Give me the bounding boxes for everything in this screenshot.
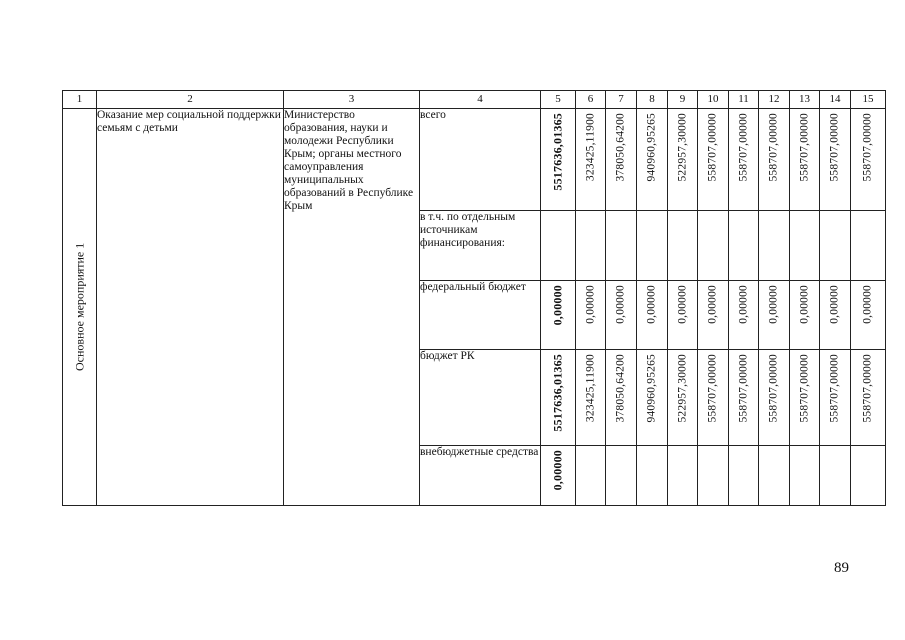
measure-cell: Оказание мер социальной поддержки семьям с детьми (97, 109, 284, 506)
value-cell (729, 211, 759, 281)
cell-value: 940960,95265 (645, 113, 658, 182)
cell-value: 378050,64200 (614, 354, 627, 423)
value-cell (637, 281, 668, 350)
header-row (63, 91, 886, 109)
value-cell (759, 281, 790, 350)
cell-value: 558707,00000 (737, 113, 749, 182)
value-cell (637, 446, 668, 506)
header-cell: 12 (759, 91, 790, 109)
row-label: в т.ч. по отдельным источникам финансирования: (420, 211, 541, 281)
value-cell (637, 350, 668, 446)
value-cell (606, 109, 637, 211)
value-cell (668, 211, 698, 281)
row-label: бюджет РК (420, 350, 541, 446)
value-cell (698, 211, 729, 281)
activity-cell (63, 109, 97, 506)
header-cell: 2 (97, 91, 284, 109)
header-cell: 11 (729, 91, 759, 109)
value-cell (851, 446, 886, 506)
cell-value: 323425,11900 (584, 354, 596, 423)
cell-value: 558707,00000 (798, 354, 810, 423)
value-cell (606, 211, 637, 281)
page-number: 89 (834, 560, 849, 576)
header-cell: 13 (790, 91, 820, 109)
header-cell: 5 (541, 91, 576, 109)
activity-label: Основное мероприятие 1 (72, 242, 86, 372)
cell-value: 0,00000 (676, 285, 688, 324)
value-cell (790, 211, 820, 281)
cell-value: 0,00000 (828, 285, 841, 324)
value-cell (820, 350, 851, 446)
value-cell (698, 350, 729, 446)
cell-value: 0,00000 (584, 285, 596, 324)
value-cell (541, 281, 576, 350)
value-cell (668, 446, 698, 506)
cell-value: 522957,30000 (676, 354, 688, 423)
header-cell: 1 (63, 91, 97, 109)
value-cell (851, 211, 886, 281)
value-cell (790, 446, 820, 506)
table-row (63, 109, 886, 211)
value-cell (668, 350, 698, 446)
value-cell (698, 281, 729, 350)
value-cell (820, 281, 851, 350)
value-cell (668, 109, 698, 211)
cell-value: 940960,95265 (645, 354, 658, 423)
value-cell (851, 109, 886, 211)
value-cell (541, 211, 576, 281)
value-cell (729, 109, 759, 211)
value-cell (759, 211, 790, 281)
cell-value: 558707,00000 (706, 354, 719, 423)
header-cell: 6 (576, 91, 606, 109)
value-cell (851, 281, 886, 350)
value-cell (541, 350, 576, 446)
value-cell (606, 350, 637, 446)
header-cell: 10 (698, 91, 729, 109)
cell-value: 0,00000 (737, 285, 749, 324)
cell-value: 0,00000 (767, 285, 780, 324)
value-cell (606, 446, 637, 506)
value-cell (851, 350, 886, 446)
value-cell (759, 109, 790, 211)
value-cell (576, 446, 606, 506)
value-cell (759, 350, 790, 446)
value-cell (576, 350, 606, 446)
value-cell (698, 109, 729, 211)
cell-value: 5517636,01365 (550, 354, 565, 432)
value-cell (729, 446, 759, 506)
value-cell (790, 109, 820, 211)
value-cell (576, 281, 606, 350)
cell-value: 558707,00000 (767, 113, 780, 182)
value-cell (576, 109, 606, 211)
value-cell (541, 446, 576, 506)
value-cell (759, 446, 790, 506)
cell-value: 5517636,01365 (550, 113, 565, 191)
header-cell: 14 (820, 91, 851, 109)
cell-value: 558707,00000 (828, 113, 841, 182)
header-cell: 15 (851, 91, 886, 109)
cell-value: 522957,30000 (676, 113, 688, 182)
value-cell (668, 281, 698, 350)
value-cell (820, 211, 851, 281)
cell-value: 378050,64200 (614, 113, 627, 182)
cell-value: 558707,00000 (861, 113, 874, 182)
cell-value: 558707,00000 (828, 354, 841, 423)
cell-value: 558707,00000 (706, 113, 719, 182)
cell-value: 0,00000 (861, 285, 874, 324)
cell-value: 0,00000 (550, 450, 565, 491)
cell-value: 558707,00000 (861, 354, 874, 423)
row-label: федеральный бюджет (420, 281, 541, 350)
value-cell (637, 211, 668, 281)
cell-value: 0,00000 (798, 285, 810, 324)
value-cell (698, 446, 729, 506)
value-cell (820, 109, 851, 211)
cell-value: 558707,00000 (798, 113, 810, 182)
cell-value: 0,00000 (706, 285, 719, 324)
cell-value: 0,00000 (550, 285, 565, 326)
row-label: внебюджетные средства (420, 446, 541, 506)
value-cell (729, 281, 759, 350)
executor-cell: Министерство образования, науки и молодежи Республики Крым; органы местного самоуправления муниципальных образований в Республике Крым (284, 109, 420, 506)
value-cell (790, 281, 820, 350)
cell-value: 0,00000 (614, 285, 627, 324)
cell-value: 558707,00000 (737, 354, 749, 423)
header-cell: 8 (637, 91, 668, 109)
value-cell (729, 350, 759, 446)
value-cell (820, 446, 851, 506)
cell-value: 323425,11900 (584, 113, 596, 182)
cell-value: 558707,00000 (767, 354, 780, 423)
value-cell (790, 350, 820, 446)
header-cell: 9 (668, 91, 698, 109)
row-label: всего (420, 109, 541, 211)
value-cell (606, 281, 637, 350)
cell-value: 0,00000 (645, 285, 658, 324)
value-cell (637, 109, 668, 211)
value-cell (541, 109, 576, 211)
value-cell (576, 211, 606, 281)
header-cell: 3 (284, 91, 420, 109)
budget-table (62, 90, 886, 506)
header-cell: 4 (420, 91, 541, 109)
header-cell: 7 (606, 91, 637, 109)
